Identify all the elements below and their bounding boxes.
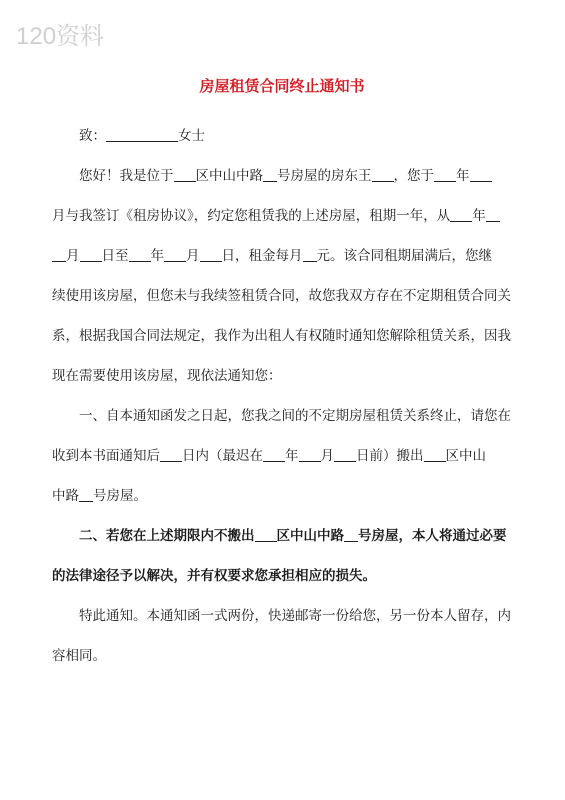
blank bbox=[200, 243, 222, 262]
paragraph-1-line-5 bbox=[52, 316, 512, 356]
text: 特此通知。本通知函一式两份，快递邮寄一份给您，另一份本人留存，内 bbox=[79, 608, 511, 624]
blank bbox=[470, 163, 492, 182]
text: 区中山中路 bbox=[276, 528, 344, 544]
text: 区中山中路 bbox=[195, 168, 263, 184]
text: 日前）搬出 bbox=[356, 448, 424, 464]
addressee-suffix: 女士 bbox=[178, 128, 205, 144]
text: 号房屋的房东王 bbox=[277, 168, 372, 184]
paragraph-1-line-4 bbox=[52, 276, 512, 316]
blank bbox=[344, 523, 358, 542]
blank bbox=[255, 523, 277, 542]
text: 元。该合同租期届满后，您继 bbox=[316, 248, 492, 264]
blank bbox=[434, 163, 456, 182]
paragraph-1-line-3 bbox=[52, 236, 512, 276]
paragraph-4-line-1 bbox=[52, 596, 512, 636]
text: 年 bbox=[472, 208, 486, 224]
blank bbox=[164, 243, 186, 262]
blank bbox=[129, 243, 151, 262]
blank bbox=[424, 443, 446, 462]
text: 日内（最迟在 bbox=[182, 448, 263, 464]
text: 您好！我是位于 bbox=[79, 168, 174, 184]
text: ，您于 bbox=[393, 168, 434, 184]
blank bbox=[450, 203, 472, 222]
text: 现在需要使用该房屋，现依法通知您： bbox=[52, 368, 282, 384]
paragraph-3-line-2 bbox=[52, 556, 512, 596]
text: 年 bbox=[456, 168, 470, 184]
text: 中路 bbox=[52, 488, 79, 504]
blank bbox=[334, 443, 356, 462]
text: 二、若您在上述期限内不搬出 bbox=[79, 528, 255, 544]
blank bbox=[372, 163, 394, 182]
text: 系，根据我国合同法规定，我作为出租人有权随时通知您解除租赁关系，因我 bbox=[52, 328, 511, 344]
document-title: 房屋租赁合同终止通知书 bbox=[199, 77, 365, 95]
paragraph-1-line-1 bbox=[52, 156, 512, 196]
blank bbox=[299, 443, 321, 462]
blank bbox=[160, 443, 182, 462]
paragraph-1-line-6 bbox=[52, 356, 512, 396]
text: 日至 bbox=[101, 248, 129, 264]
blank bbox=[79, 483, 93, 502]
text: 号房屋，本人将通过必要 bbox=[358, 528, 507, 544]
text: 续使用该房屋，但您未与我续签租赁合同，故您我双方存在不定期租赁合同关 bbox=[52, 288, 511, 304]
paragraph-3-line-1 bbox=[52, 516, 512, 556]
paragraph-2-line-2 bbox=[52, 436, 512, 476]
text: 年 bbox=[150, 248, 164, 264]
blank bbox=[106, 123, 178, 142]
watermark: 120资料 bbox=[16, 23, 105, 50]
text: 区中山 bbox=[445, 448, 486, 464]
blank bbox=[52, 243, 66, 262]
paragraph-4-line-2 bbox=[52, 636, 512, 676]
text: 月与我签订《租房协议》，约定您租赁我的上述房屋，租期一年，从 bbox=[52, 208, 451, 224]
text: 月 bbox=[186, 248, 200, 264]
paragraph-1-line-2 bbox=[52, 196, 512, 236]
document-page bbox=[52, 74, 512, 676]
text: 年 bbox=[285, 448, 299, 464]
blank bbox=[263, 443, 285, 462]
document-body bbox=[52, 116, 512, 676]
text: 月 bbox=[66, 248, 80, 264]
blank bbox=[80, 243, 102, 262]
addressee-line bbox=[52, 116, 512, 156]
blank bbox=[303, 243, 317, 262]
blank bbox=[486, 203, 500, 222]
text: 收到本书面通知后 bbox=[52, 448, 160, 464]
blank bbox=[174, 163, 196, 182]
text: 的法律途径予以解决，并有权要求您承担相应的损失。 bbox=[52, 568, 376, 584]
text: 一、自本通知函发之日起，您我之间的不定期房屋租赁关系终止，请您在 bbox=[79, 408, 511, 424]
text: 容相同。 bbox=[52, 648, 106, 664]
text: 号房屋。 bbox=[93, 488, 147, 504]
blank bbox=[263, 163, 277, 182]
paragraph-2-line-1 bbox=[52, 396, 512, 436]
addressee-prefix: 致： bbox=[79, 128, 106, 144]
text: 日，租金每月 bbox=[221, 248, 303, 264]
paragraph-2-line-3 bbox=[52, 476, 512, 516]
text: 月 bbox=[320, 448, 334, 464]
